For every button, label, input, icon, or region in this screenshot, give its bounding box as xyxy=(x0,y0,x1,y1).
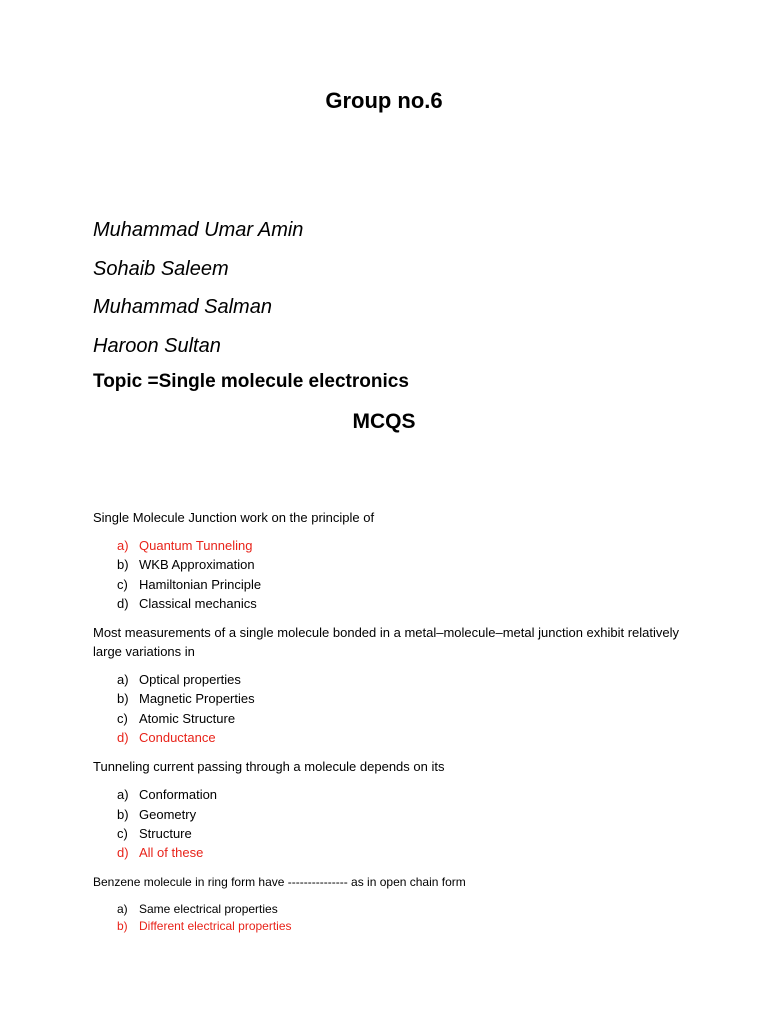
option-text: Atomic Structure xyxy=(139,710,236,726)
answer-option xyxy=(117,555,693,574)
option-letter: a) xyxy=(117,538,129,553)
option-text: WKB Approximation xyxy=(139,557,255,573)
option-text: Conductance xyxy=(139,730,216,746)
answer-option-correct xyxy=(117,918,693,935)
answer-option-correct xyxy=(117,843,693,862)
option-letter: a) xyxy=(117,672,129,688)
document-title: Group no.6 xyxy=(325,88,443,113)
member-name: Muhammad Salman xyxy=(93,296,272,319)
topic-heading: Topic =Single molecule electronics xyxy=(93,371,409,392)
option-text: Conformation xyxy=(139,787,218,803)
answer-option xyxy=(117,709,693,728)
mcqs-heading: MCQS xyxy=(352,410,416,433)
answer-option-correct xyxy=(117,536,693,555)
option-letter: b) xyxy=(117,918,128,933)
option-letter: b) xyxy=(117,557,129,573)
option-letter: b) xyxy=(117,691,129,707)
option-letter: d) xyxy=(117,845,129,861)
answer-option xyxy=(117,785,693,804)
member-name: Muhammad Umar Amin xyxy=(93,219,304,241)
answer-options xyxy=(93,670,693,747)
question-text: Single Molecule Junction work on the principle of xyxy=(93,510,375,525)
answer-option xyxy=(117,805,693,824)
option-text: Quantum Tunneling xyxy=(139,538,253,553)
answer-options xyxy=(93,785,693,862)
answer-option xyxy=(117,594,693,613)
option-text: Hamiltonian Principle xyxy=(139,576,262,592)
questions-section xyxy=(93,508,693,945)
option-letter: c) xyxy=(117,576,128,592)
option-letter: a) xyxy=(117,901,128,916)
option-text: Geometry xyxy=(139,806,197,822)
option-text: Magnetic Properties xyxy=(139,691,255,707)
answer-option xyxy=(117,689,693,708)
answer-options xyxy=(93,536,693,613)
question-text: Benzene molecule in ring form have --------------- as in open chain form xyxy=(93,874,466,889)
answer-options xyxy=(93,901,693,935)
member-name: Haroon Sultan xyxy=(93,335,221,358)
question-text: Tunneling current passing through a molecule depends on its xyxy=(93,759,445,775)
option-text: Different electrical properties xyxy=(139,918,292,933)
option-text: Same electrical properties xyxy=(139,901,278,916)
answer-option-correct xyxy=(117,728,693,747)
option-text: Structure xyxy=(139,825,192,841)
answer-option xyxy=(117,670,693,689)
option-text: Classical mechanics xyxy=(139,595,257,611)
option-letter: d) xyxy=(117,595,129,611)
option-letter: a) xyxy=(117,787,129,803)
option-text: All of these xyxy=(139,845,204,861)
member-name: Sohaib Saleem xyxy=(93,257,229,280)
option-letter: c) xyxy=(117,710,128,726)
option-letter: c) xyxy=(117,825,128,841)
answer-option xyxy=(117,575,693,594)
answer-option xyxy=(117,824,693,843)
question-text: Most measurements of a single molecule bonded in a metal–molecule–metal junction exhibit relatively large variations in xyxy=(93,625,680,660)
group-members-list xyxy=(93,215,303,370)
option-letter: b) xyxy=(117,806,129,822)
answer-option xyxy=(117,901,693,918)
option-text: Optical properties xyxy=(139,672,241,688)
option-letter: d) xyxy=(117,730,129,746)
